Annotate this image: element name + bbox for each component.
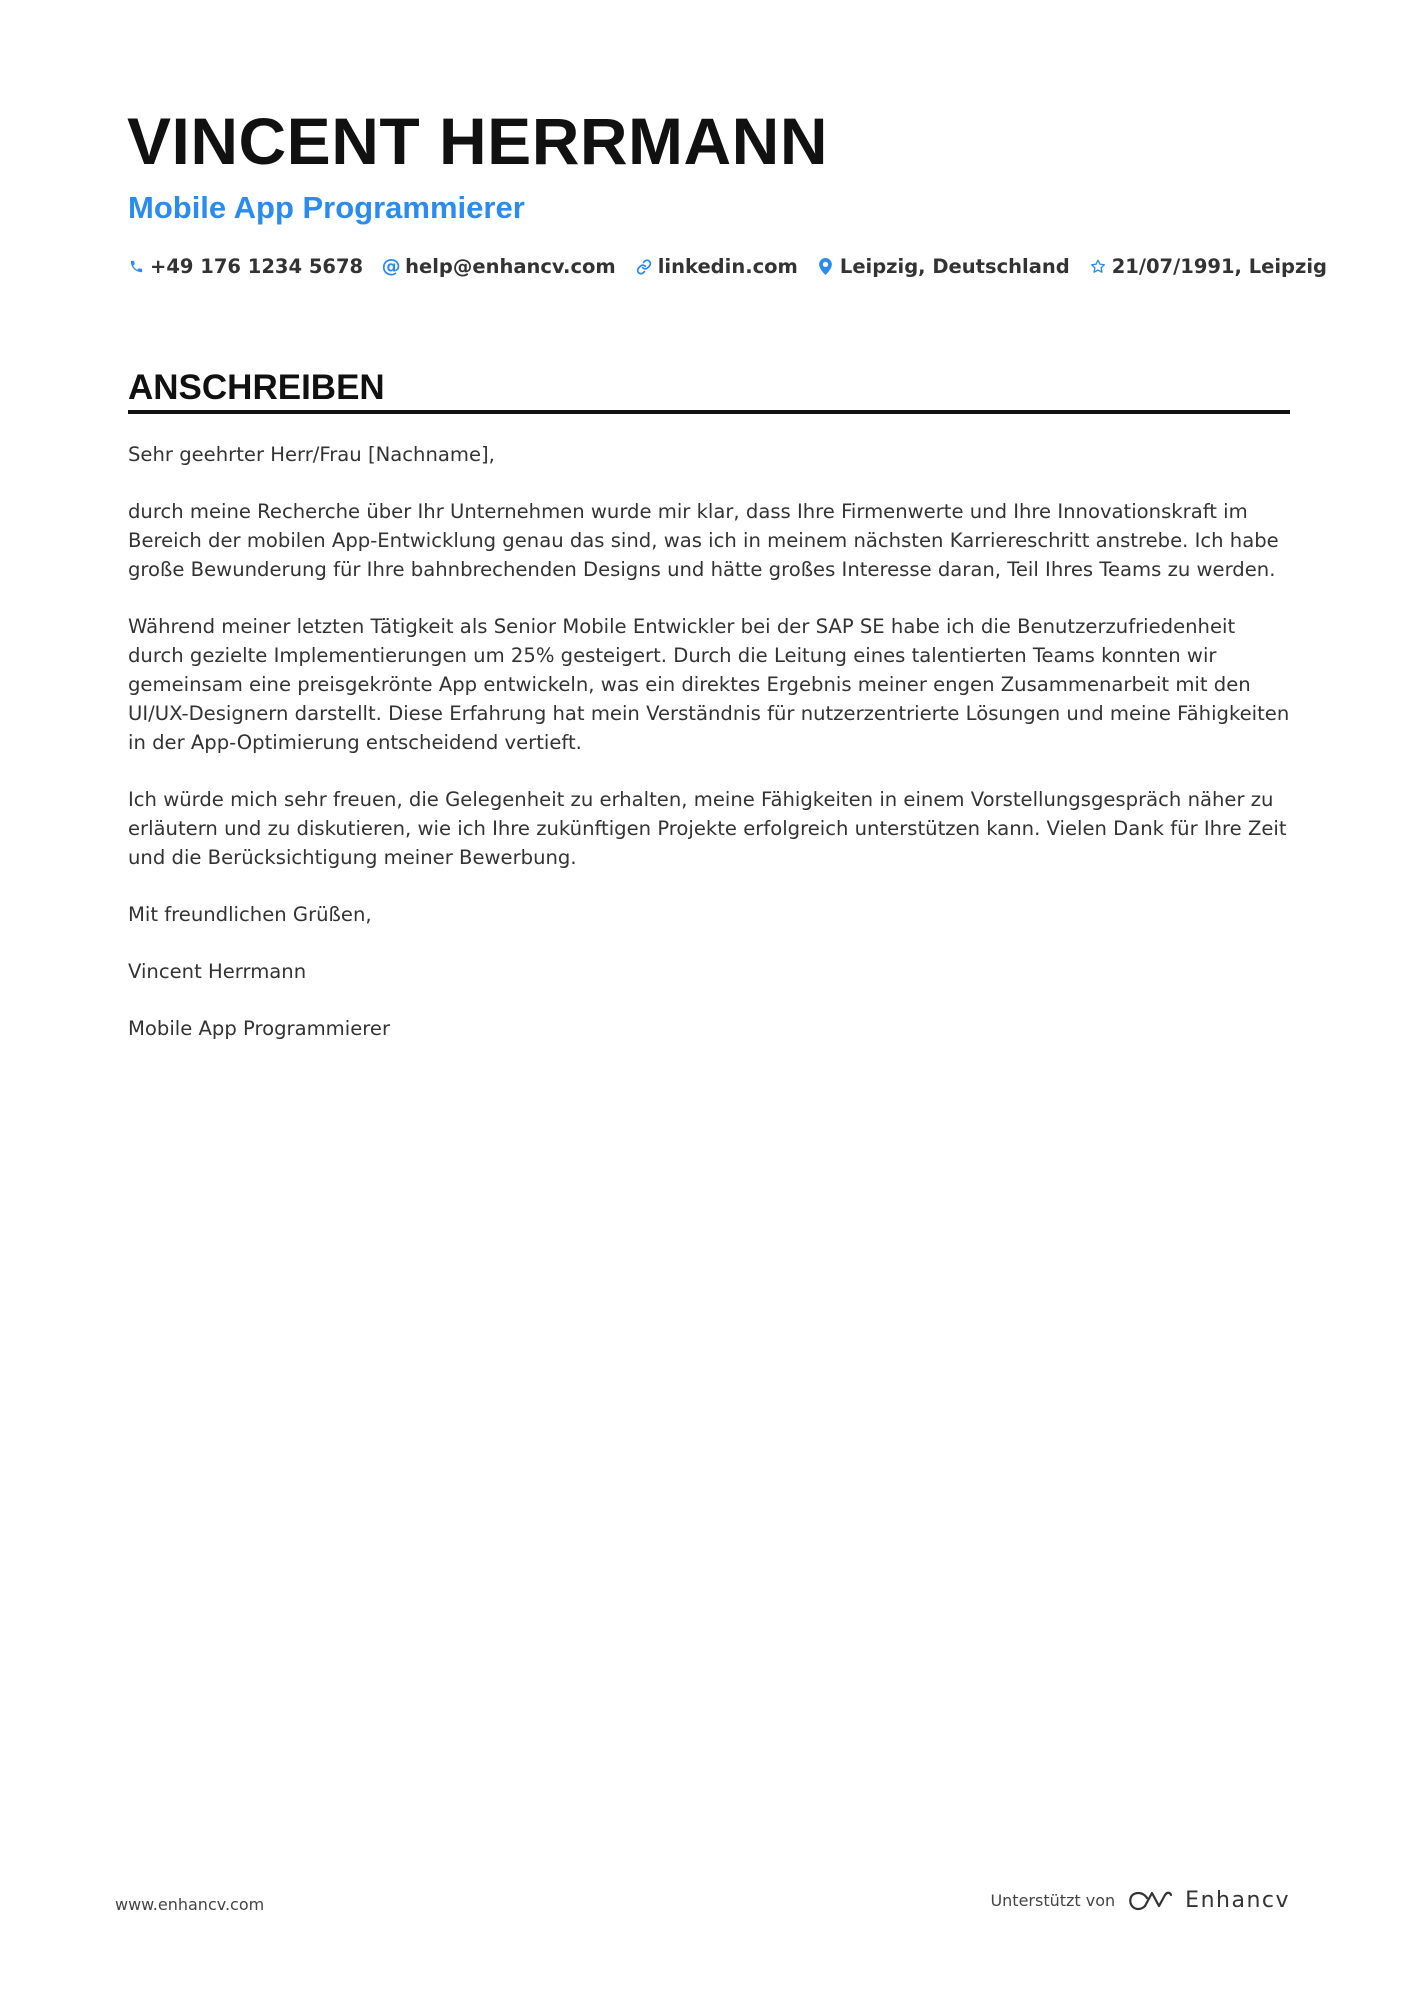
contact-phone[interactable] xyxy=(128,255,363,278)
contact-phone-text: +49 176 1234 5678 xyxy=(150,255,364,278)
at-icon: @ xyxy=(381,255,401,277)
candidate-name: VINCENT HERRMANN xyxy=(127,104,828,178)
contact-location-text: Leipzig, Deutschland xyxy=(839,255,1070,278)
enhancv-logo-icon xyxy=(1127,1889,1173,1913)
link-icon xyxy=(636,258,652,276)
contact-email[interactable] xyxy=(383,255,616,278)
footer-website[interactable]: www.enhancv.com xyxy=(115,1895,265,1914)
contact-linkedin[interactable] xyxy=(636,255,798,278)
letter-paragraph-3: Ich würde mich sehr freuen, die Gelegenheit zu erhalten, meine Fähigkeiten in einem Vorstellungsgespräch näher zu erläutern und zu diskutieren, wie ich Ihre zukünftigen Projekte erfolgreich unterstützen kann. Vielen Dank für Ihre Zeit und die Berücksichtigung meiner Bewerbung. xyxy=(128,788,1287,869)
section-divider xyxy=(128,410,1290,414)
letter-salutation: Sehr geehrter Herr/Frau [Nachname], xyxy=(128,443,495,466)
contact-birth xyxy=(1090,255,1327,278)
letter-body xyxy=(128,440,1293,1071)
powered-by-label: Unterstützt von xyxy=(990,1891,1116,1910)
contact-bar xyxy=(128,255,1347,278)
signature-name: Vincent Herrmann xyxy=(128,960,307,983)
contact-location xyxy=(818,255,1070,278)
letter-closing: Mit freundlichen Grüßen, xyxy=(128,903,372,926)
star-icon xyxy=(1090,258,1106,276)
signature-title: Mobile App Programmierer xyxy=(128,1017,390,1040)
letter-paragraph-1: durch meine Recherche über Ihr Unternehmen wurde mir klar, dass Ihre Firmenwerte und Ihre Innovationskraft im Bereich der mobilen App-Entwicklung genau das sind, was ich in meinem nächsten Karriereschritt anstrebe. Ich habe große Bewunderung für Ihre bahnbrechenden Designs und hätte großes Interesse daran, Teil Ihres Teams zu werden. xyxy=(128,500,1279,581)
location-pin-icon xyxy=(818,258,834,276)
phone-icon xyxy=(128,258,144,276)
footer-branding[interactable] xyxy=(990,1888,1290,1913)
candidate-job-title: Mobile App Programmierer xyxy=(128,190,525,225)
contact-email-text: help@enhancv.com xyxy=(405,255,616,278)
contact-birth-text: 21/07/1991, Leipzig xyxy=(1111,255,1328,278)
letter-paragraph-2: Während meiner letzten Tätigkeit als Senior Mobile Entwickler bei der SAP SE habe ich die Benutzerzufriedenheit durch gezielte Implementierungen um 25% gesteigert. Durch die Leitung eines talentierten Teams konnten wir gemeinsam eine preisgekrönte App entwickeln, was ein direktes Ergebnis meiner engen Zusammenarbeit mit den UI/UX-Designern darstellt. Diese Erfahrung hat mein Verständnis für nutzerzentrierte Lösungen und meine Fähigkeiten in der App-Optimierung entscheidend vertieft. xyxy=(128,615,1290,754)
contact-linkedin-text: linkedin.com xyxy=(657,255,798,278)
brand-name: Enhancv xyxy=(1185,1888,1290,1913)
section-title: ANSCHREIBEN xyxy=(128,368,385,407)
